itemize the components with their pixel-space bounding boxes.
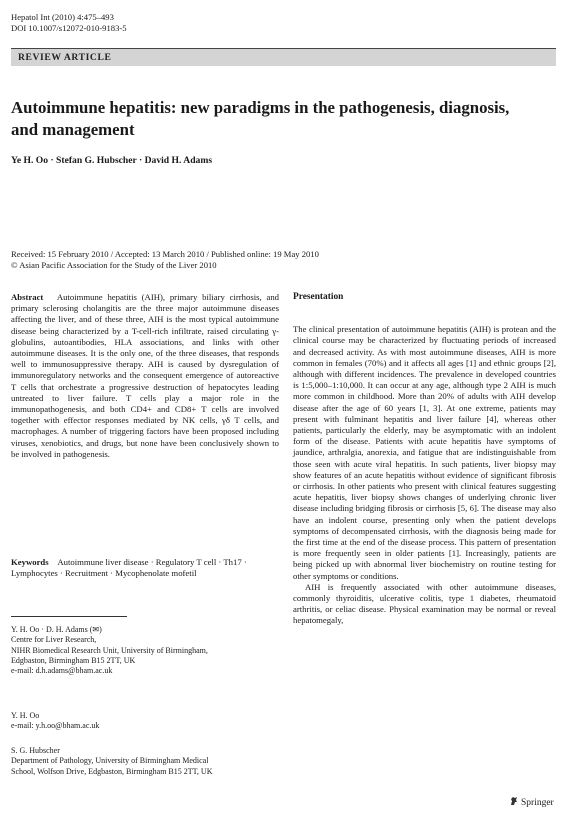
- article-title: Autoimmune hepatitis: new paradigms in the pathogenesis, diagnosis, and management: [11, 98, 510, 139]
- body-paragraph: The clinical presentation of autoimmune hepatitis (AIH) is protean and the clinical course may be characterized by fluctuating periods of increased and decreased activity. As with most autoimmune diseases, AIH is more common in females (70%) and it affects all ages [1] and ethnic groups [2], although with different incidences. The prevalence in developed countries is 1:5,000–1:10,000. It can occur at any age, although type 2 AIH is much more common in childhood. More than 20% of adults with AIH develop disease after the age of 60 years [1, 3]. At one extreme, patients may present with fulminant hepatitis and liver failure [4], whereas other patients, particularly the elderly, may be asymptomatic with an indolent form of the disease. Patients with acute hepatitis have symptoms of jaundice, arthralgia, anorexia, and fatigue that are indistinguishable from those seen with acute viral hepatitis. In such patients, liver biopsy may show features of an acute hepatitis without evidence of significant fibrosis or cirrhosis. In other patients who present with clinical features suggesting acute hepatitis, liver biopsy shows changes of underlying chronic liver disease including bridging fibrosis or cirrhosis [5, 6]. The disease may also have an indolent course, presenting only when the patient develops symptoms of decompensated cirrhosis, with the diagnosis being made for the first time at the end of the disease process. This pattern of presentation is more frequently seen in older patients [1]. Increasingly, patients are being picked up with abnormal liver biochemistry on routine testing for other symptoms or conditions.: [293, 324, 556, 581]
- author-list: Ye H. Oo · Stefan G. Hubscher · David H. Adams: [11, 155, 213, 166]
- presentation-section: [293, 292, 556, 627]
- journal-citation: Hepatol Int (2010) 4:475–493: [11, 12, 114, 22]
- keywords-label: Keywords: [11, 557, 49, 567]
- abstract-paragraph: [11, 292, 279, 460]
- body-paragraph: AIH is frequently associated with other autoimmune diseases, commonly thyroiditis, ulcerative colitis, type 1 diabetes, rheumatoid arthritis, or celiac disease. Physical examination may be normal or reveal hepatomegaly,: [293, 581, 556, 626]
- affiliation-block: Y. H. Oo e-mail: y.h.oo@bham.ac.uk: [11, 711, 100, 731]
- copyright-line: © Asian Pacific Association for the Study of the Liver 2010: [11, 260, 217, 270]
- journal-header: [11, 12, 127, 34]
- affiliation-block: Y. H. Oo · D. H. Adams (✉) Centre for Liver Research, NIHR Biomedical Research Unit, University of Birmingham, Edgbaston, Birmingham B15 2TT, UK e-mail: d.h.adams@bham.ac.uk: [11, 625, 208, 676]
- article-type-bar: [11, 48, 556, 66]
- doi: DOI 10.1007/s12072-010-9183-5: [11, 23, 127, 33]
- springer-horse-icon: [509, 796, 519, 806]
- publication-dates: [11, 249, 319, 271]
- affiliation-divider: [11, 616, 127, 617]
- received-accepted-dates: Received: 15 February 2010 / Accepted: 13 March 2010 / Published online: 19 May 2010: [11, 249, 319, 259]
- abstract-label: Abstract: [11, 292, 44, 302]
- article-type-label: REVIEW ARTICLE: [18, 52, 112, 63]
- abstract-section: [11, 292, 279, 460]
- keywords-section: [11, 557, 279, 579]
- keywords-text: Autoimmune liver disease · Regulatory T cell · Th17 · Lymphocytes · Recruitment · Mycophenolate mofetil: [11, 557, 247, 579]
- publisher-logo: [509, 796, 554, 808]
- affiliation-block: S. G. Hubscher Department of Pathology, University of Birmingham Medical School, Wolfson Drive, Edgbaston, Birmingham B15 2TT, UK: [11, 746, 213, 776]
- abstract-text: Autoimmune hepatitis (AIH), primary biliary cirrhosis, and primary sclerosing cholangitis are the three major autoimmune diseases affecting the liver, and of these three, AIH is the most typical autoimmune disease being characterized by a T-cell-rich infiltrate, raised circulating γ-globulins, autoantibodies, HLA associations, and links with other autoimmune diseases. It is the only one, of the three diseases, that responds well to immunosuppressive therapy. AIH is caused by dysregulation of immunoregulatory networks and the consequent emergence of autoreactive T cells that orchestrate a progressive destruction of hepatocytes leading untreated to liver failure. T cells play a major role in the immunopathogenesis, and both CD4+ and CD8+ T cells are involved together with effector responses mediated by NK cells, γδ T cells, and macrophages. A number of triggering factors have been proposed including viruses, xenobiotics, and drugs, but none have been conclusively shown to be involved in pathogenesis.: [11, 292, 280, 459]
- section-heading: Presentation: [293, 292, 344, 302]
- publisher-name: Springer: [521, 798, 554, 808]
